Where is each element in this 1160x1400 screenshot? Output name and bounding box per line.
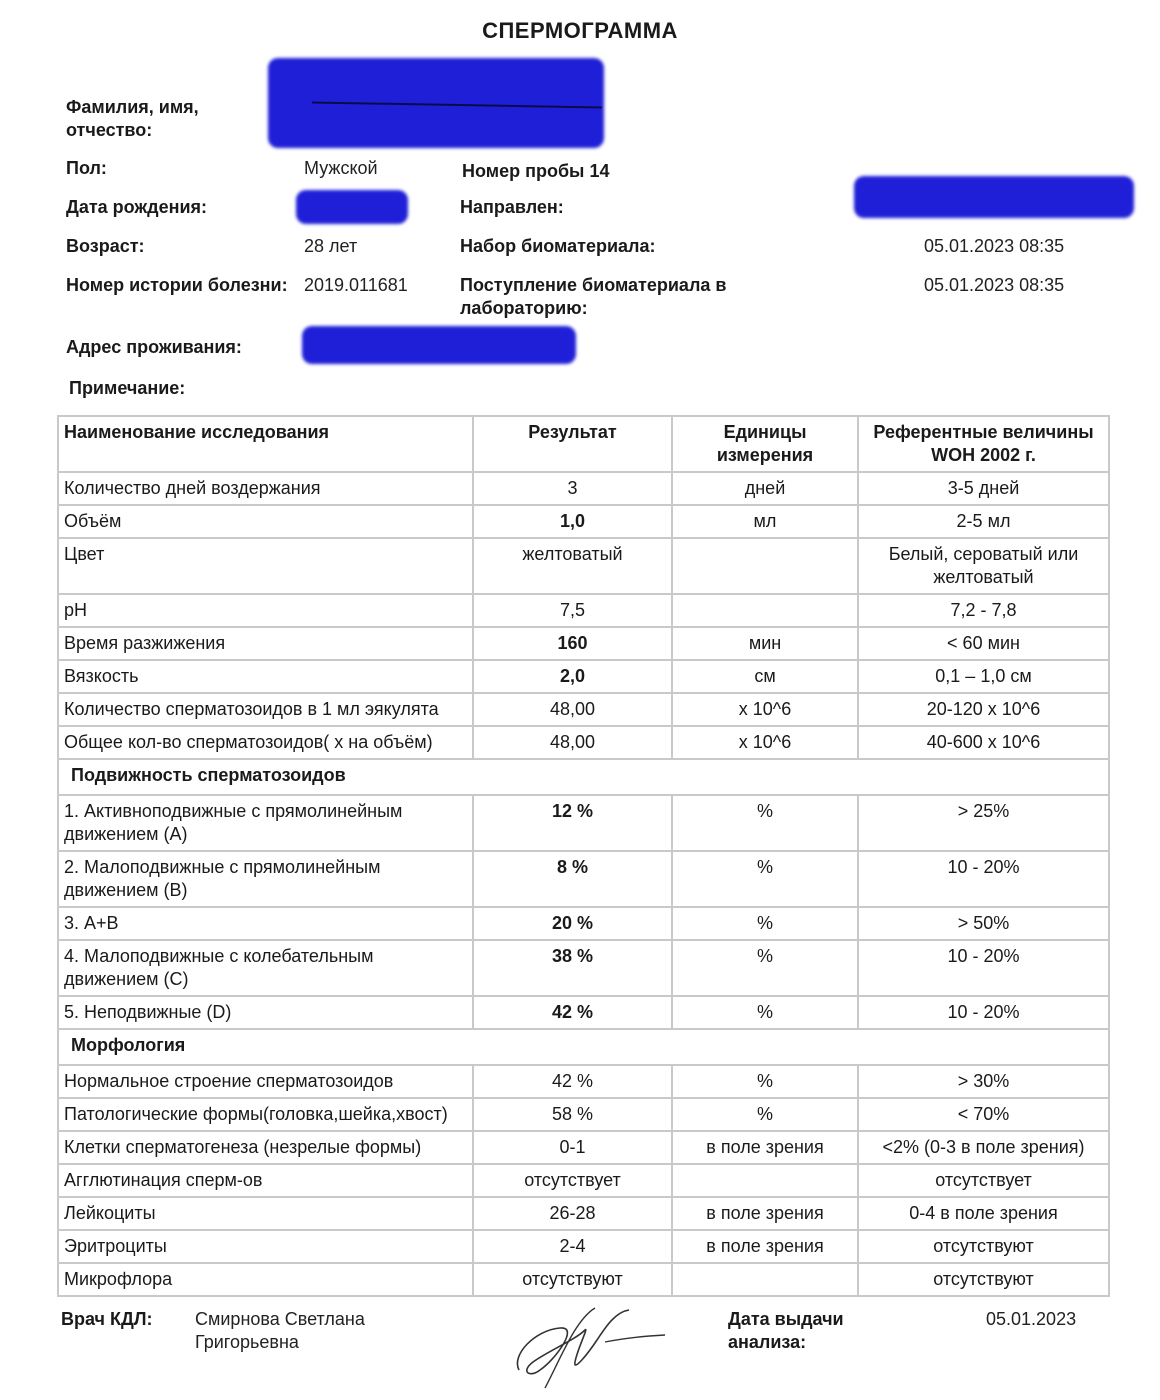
table-row <box>58 693 1109 726</box>
test-name: 4. Малоподвижные с колебательным движением (С) <box>58 940 473 996</box>
test-unit: дней <box>672 472 858 505</box>
sex-value: Мужской <box>304 158 378 178</box>
signature <box>505 1300 675 1395</box>
test-name: Объём <box>58 505 473 538</box>
referred-redaction <box>854 176 1134 218</box>
test-result: 26-28 <box>473 1197 672 1230</box>
header-result: Результат <box>473 416 672 472</box>
test-name: Нормальное строение сперматозоидов <box>58 1065 473 1098</box>
test-name: Количество дней воздержания <box>58 472 473 505</box>
test-result: 38 % <box>473 940 672 996</box>
test-name: Время разжижения <box>58 627 473 660</box>
test-reference: < 60 мин <box>858 627 1109 660</box>
table-row <box>58 627 1109 660</box>
table-row <box>58 472 1109 505</box>
test-unit: % <box>672 1098 858 1131</box>
test-name: 1. Активноподвижные с прямолинейным движением (А) <box>58 795 473 851</box>
table-row <box>58 1197 1109 1230</box>
table-row <box>58 1065 1109 1098</box>
test-reference: > 25% <box>858 795 1109 851</box>
test-unit: мин <box>672 627 858 660</box>
test-reference: отсутствуют <box>858 1263 1109 1296</box>
test-unit: % <box>672 907 858 940</box>
test-unit <box>672 1164 858 1197</box>
test-unit: % <box>672 996 858 1029</box>
sample-value: 14 <box>589 161 610 181</box>
test-reference: Белый, сероватый или желтоватый <box>858 538 1109 594</box>
test-result: 2-4 <box>473 1230 672 1263</box>
results-table <box>57 415 1110 1297</box>
table-row <box>58 726 1109 759</box>
test-unit: % <box>672 795 858 851</box>
section-morphology: Морфология <box>58 1029 1109 1065</box>
test-reference: > 30% <box>858 1065 1109 1098</box>
test-unit <box>672 594 858 627</box>
test-reference: отсутствует <box>858 1164 1109 1197</box>
test-reference: отсутствуют <box>858 1230 1109 1263</box>
doctor-name: Смирнова Светлана Григорьевна <box>195 1309 365 1352</box>
test-result: 42 % <box>473 1065 672 1098</box>
test-reference: 10 - 20% <box>858 940 1109 996</box>
table-row <box>58 1098 1109 1131</box>
test-result: 160 <box>473 627 672 660</box>
test-unit: x 10^6 <box>672 726 858 759</box>
collection-label: Набор биоматериала: <box>460 236 656 256</box>
test-name: Вязкость <box>58 660 473 693</box>
test-name: Количество сперматозоидов в 1 мл эякулята <box>58 693 473 726</box>
test-unit: % <box>672 1065 858 1098</box>
received-value: 05.01.2023 08:35 <box>924 275 1065 295</box>
section-motility: Подвижность сперматозоидов <box>58 759 1109 795</box>
test-name: Общее кол-во сперматозоидов( x на объём) <box>58 726 473 759</box>
issue-date: 05.01.2023 <box>986 1309 1077 1329</box>
test-result: 20 % <box>473 907 672 940</box>
table-row <box>58 907 1109 940</box>
test-result: 42 % <box>473 996 672 1029</box>
dob-redaction <box>296 190 408 224</box>
test-name: pH <box>58 594 473 627</box>
collection-value: 05.01.2023 08:35 <box>924 236 1065 256</box>
test-unit <box>672 538 858 594</box>
test-result: 8 % <box>473 851 672 907</box>
test-unit: см <box>672 660 858 693</box>
test-name: 2. Малоподвижные с прямолинейным движением (В) <box>58 851 473 907</box>
test-name: Цвет <box>58 538 473 594</box>
table-row <box>58 538 1109 594</box>
test-reference: 10 - 20% <box>858 851 1109 907</box>
test-result: отсутствует <box>473 1164 672 1197</box>
test-result: 1,0 <box>473 505 672 538</box>
name-label: Фамилия, имя, отчество: <box>66 97 199 140</box>
test-result: 0-1 <box>473 1131 672 1164</box>
test-name: Лейкоциты <box>58 1197 473 1230</box>
sample-label: Номер пробы <box>462 161 585 181</box>
test-result: 12 % <box>473 795 672 851</box>
test-reference: 2-5 мл <box>858 505 1109 538</box>
test-reference: 20-120 x 10^6 <box>858 693 1109 726</box>
age-value: 28 лет <box>304 236 358 256</box>
section-row <box>58 1029 1109 1065</box>
test-name: 3. А+В <box>58 907 473 940</box>
test-reference: 7,2 - 7,8 <box>858 594 1109 627</box>
test-result: желтоватый <box>473 538 672 594</box>
test-result: 48,00 <box>473 726 672 759</box>
test-name: Патологические формы(головка,шейка,хвост) <box>58 1098 473 1131</box>
note-label: Примечание: <box>69 378 186 398</box>
table-row <box>58 940 1109 996</box>
table-row <box>58 505 1109 538</box>
test-result: 48,00 <box>473 693 672 726</box>
test-name: 5. Неподвижные (D) <box>58 996 473 1029</box>
test-reference: < 70% <box>858 1098 1109 1131</box>
address-label: Адрес проживания: <box>66 337 242 357</box>
header-name: Наименование исследования <box>58 416 473 472</box>
received-label: Поступление биоматериала в лабораторию: <box>460 275 727 318</box>
test-reference: > 50% <box>858 907 1109 940</box>
table-row <box>58 851 1109 907</box>
table-row <box>58 594 1109 627</box>
test-reference: 3-5 дней <box>858 472 1109 505</box>
test-reference: 0,1 – 1,0 см <box>858 660 1109 693</box>
table-row <box>58 795 1109 851</box>
address-redaction <box>302 326 576 364</box>
section-row <box>58 759 1109 795</box>
test-unit: в поле зрения <box>672 1197 858 1230</box>
document-title: СПЕРМОГРАММА <box>482 18 678 43</box>
table-row <box>58 1164 1109 1197</box>
test-result: 58 % <box>473 1098 672 1131</box>
test-unit: % <box>672 940 858 996</box>
age-label: Возраст: <box>66 236 145 256</box>
test-name: Эритроциты <box>58 1230 473 1263</box>
test-unit <box>672 1263 858 1296</box>
test-unit: мл <box>672 505 858 538</box>
table-row <box>58 1263 1109 1296</box>
sample-number <box>462 160 609 183</box>
referred-label: Направлен: <box>460 197 564 217</box>
test-unit: в поле зрения <box>672 1230 858 1263</box>
test-unit: в поле зрения <box>672 1131 858 1164</box>
table-header-row <box>58 416 1109 472</box>
test-unit: x 10^6 <box>672 693 858 726</box>
test-reference: 0-4 в поле зрения <box>858 1197 1109 1230</box>
table-row <box>58 1230 1109 1263</box>
test-result: отсутствуют <box>473 1263 672 1296</box>
test-name: Агглютинация сперм-ов <box>58 1164 473 1197</box>
test-reference: <2% (0-3 в поле зрения) <box>858 1131 1109 1164</box>
table-row <box>58 1131 1109 1164</box>
history-value: 2019.011681 <box>304 275 408 295</box>
test-result: 2,0 <box>473 660 672 693</box>
issue-label: Дата выдачи анализа: <box>728 1309 844 1352</box>
test-reference: 40-600 x 10^6 <box>858 726 1109 759</box>
dob-label: Дата рождения: <box>66 197 208 217</box>
history-label: Номер истории болезни: <box>66 275 288 295</box>
table-row <box>58 996 1109 1029</box>
header-unit: Единицы измерения <box>672 416 858 472</box>
test-reference: 10 - 20% <box>858 996 1109 1029</box>
test-unit: % <box>672 851 858 907</box>
test-name: Микрофлора <box>58 1263 473 1296</box>
table-row <box>58 660 1109 693</box>
test-name: Клетки сперматогенеза (незрелые формы) <box>58 1131 473 1164</box>
test-result: 3 <box>473 472 672 505</box>
test-result: 7,5 <box>473 594 672 627</box>
header-reference: Референтные величины WOH 2002 г. <box>858 416 1109 472</box>
sex-label: Пол: <box>66 158 107 178</box>
doctor-label: Врач КДЛ: <box>61 1309 153 1329</box>
